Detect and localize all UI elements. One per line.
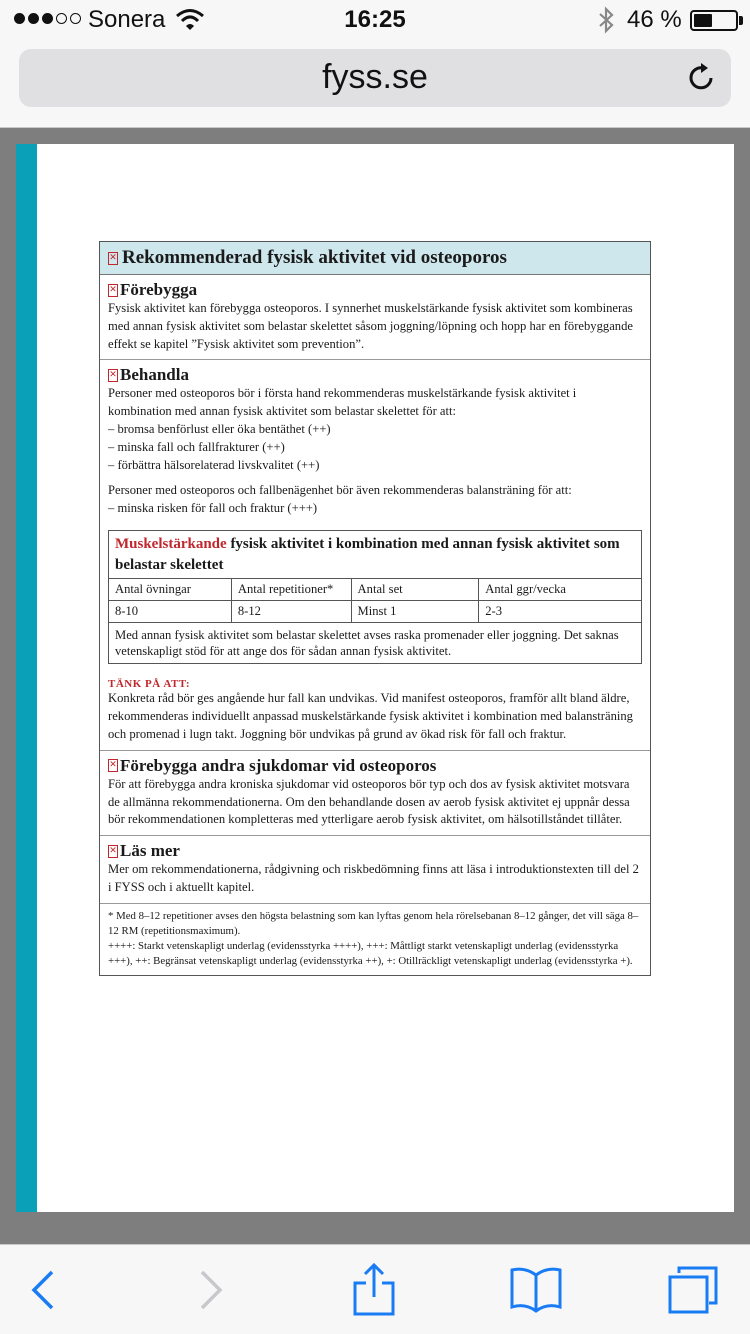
- section-marker-icon: ✕: [108, 759, 118, 772]
- carrier-name: Sonera: [88, 6, 166, 33]
- section-behandla: [100, 360, 650, 750]
- table-cell: 8-10: [109, 601, 231, 623]
- table-cell: 8-12: [231, 601, 351, 623]
- list-item: – minska fall och fallfrakturer (++): [108, 439, 285, 454]
- pdf-page: [16, 144, 734, 1212]
- tank-pa-att-label: TÄNK PÅ ATT:: [108, 678, 190, 691]
- tabs-icon[interactable]: [667, 1265, 721, 1320]
- table-header-row: [109, 579, 641, 601]
- battery-percentage: 46 %: [627, 6, 682, 33]
- section-text: Personer med osteoporos och fallbenägenhet bör även rekommenderas balansträning för att:: [108, 483, 572, 498]
- table-row: [109, 601, 641, 623]
- section-text: Fysisk aktivitet kan förebygga osteoporos. I synnerhet muskelstärkande fysisk aktivitet som kombineras med annan fysisk aktivitet som belastar skelettet såsom joggning/löpning och hopp har en förebyggande effekt se kapitel ”Fysisk aktivitet som prevention”.: [108, 301, 633, 351]
- pdf-viewer[interactable]: [0, 128, 750, 1244]
- battery-icon: [690, 10, 738, 31]
- section-heading: Förebygga andra sjukdomar vid osteoporos: [120, 755, 437, 775]
- table-header-cell: Antal övningar: [109, 579, 231, 601]
- battery-fill: [694, 14, 712, 27]
- bottom-toolbar: [0, 1244, 750, 1334]
- list-item: – minska risken för fall och fraktur (+++): [108, 501, 318, 516]
- chevron-left-icon[interactable]: [28, 1269, 58, 1316]
- reload-icon[interactable]: [686, 61, 716, 98]
- status-bar: [0, 0, 750, 40]
- box-title-text: Rekommenderad fysisk aktivitet vid osteoporos: [122, 247, 507, 268]
- section-text: För att förebygga andra kroniska sjukdomar vid osteoporos bör typ och dos av fysisk aktivitet motsvara de allmänna rekommendationerna. Om den behandlande dosen av aerob fysisk aktivitet ej uppnår dessa bör rekommendationen kompletteras med ytterligare aerob fysisk aktivitet, om hälsotillståndet tillåter.: [108, 776, 630, 827]
- section-text: Mer om rekommendationerna, rådgivning och riskbedömning finns att läsa i introduktionstexten till del 2 i FYSS och i aktuellt kapitel.: [108, 862, 639, 895]
- recommendation-box: [99, 241, 651, 976]
- table-header-cell: Antal repetitioner*: [231, 579, 351, 601]
- footnote-text: * Med 8–12 repetitioner avses den högsta belastning som kan lyftas genom hela rörelsebanan 8–12 gånger, det vill säga 8–12 RM (repetitionsmaximum).: [108, 909, 639, 937]
- section-las-mer: [100, 836, 650, 904]
- section-heading: Läs mer: [120, 841, 180, 861]
- dose-table-title: Muskelstärkande fysisk aktivitet i kombination med annan fysisk aktivitet som belastar skelettet: [109, 531, 641, 579]
- section-heading: Förebygga: [120, 280, 198, 299]
- section-marker-icon: ✕: [108, 369, 118, 382]
- dose-table-note: Med annan fysisk aktivitet som belastar skelettet avses raska promenader eller joggning. Det saknas vetenskapligt stöd för att ange dos för sådan annan fysisk aktivitet.: [115, 628, 619, 659]
- chevron-right-icon[interactable]: [196, 1269, 226, 1316]
- section-forebygga: [100, 275, 650, 360]
- page-accent-stripe: [16, 144, 37, 1212]
- table-cell: 2-3: [479, 601, 641, 623]
- list-item: – förbättra hälsorelaterad livskvalitet (++): [108, 457, 320, 472]
- list-item: – bromsa benförlust eller öka bentäthet (++): [108, 421, 331, 436]
- footnote-text: ++++: Starkt vetenskapligt underlag (evidensstyrka ++++), +++: Måttligt starkt vetenskapligt underlag (evidensstyrka +++), ++: Begränsat vetenskapligt underlag (evidensstyrka ++), +: Otillräckligt vetenskapligt underlag (evidensstyrka +).: [108, 939, 633, 967]
- share-icon[interactable]: [352, 1263, 396, 1322]
- section-marker-icon: ✕: [108, 845, 118, 858]
- table-cell: Minst 1: [351, 601, 479, 623]
- url-text[interactable]: fyss.se: [322, 58, 428, 96]
- address-bar[interactable]: [19, 49, 731, 107]
- section-forebygga-andra: [100, 751, 650, 836]
- tank-pa-att-text: Konkreta råd bör ges angående hur fall kan undvikas. Vid manifest osteoporos, framför allt bland äldre, rekommenderas individuellt anpassad muskelstärkande fysisk aktivitet i kombination med balansträning och promenad i lugn takt. Joggning bör undvikas på grund av ökad risk för fall och fraktur.: [108, 691, 633, 742]
- table-header-cell: Antal set: [351, 579, 479, 601]
- table-header-cell: Antal ggr/vecka: [479, 579, 641, 601]
- bluetooth-icon: [596, 6, 616, 39]
- clock: 16:25: [344, 6, 406, 33]
- section-heading: Behandla: [120, 365, 189, 385]
- section-text: Personer med osteoporos bör i första hand rekommenderas muskelstärkande fysisk aktivitet i kombination med annan fysisk aktivitet som belastar skelettet för att:: [108, 386, 577, 419]
- book-icon[interactable]: [509, 1265, 563, 1318]
- dose-table: [108, 530, 642, 665]
- box-title: [100, 242, 650, 275]
- battery-tip: [739, 16, 743, 25]
- section-marker-icon: ✕: [108, 284, 118, 297]
- section-footnote: [100, 904, 650, 975]
- section-marker-icon: ✕: [108, 252, 118, 265]
